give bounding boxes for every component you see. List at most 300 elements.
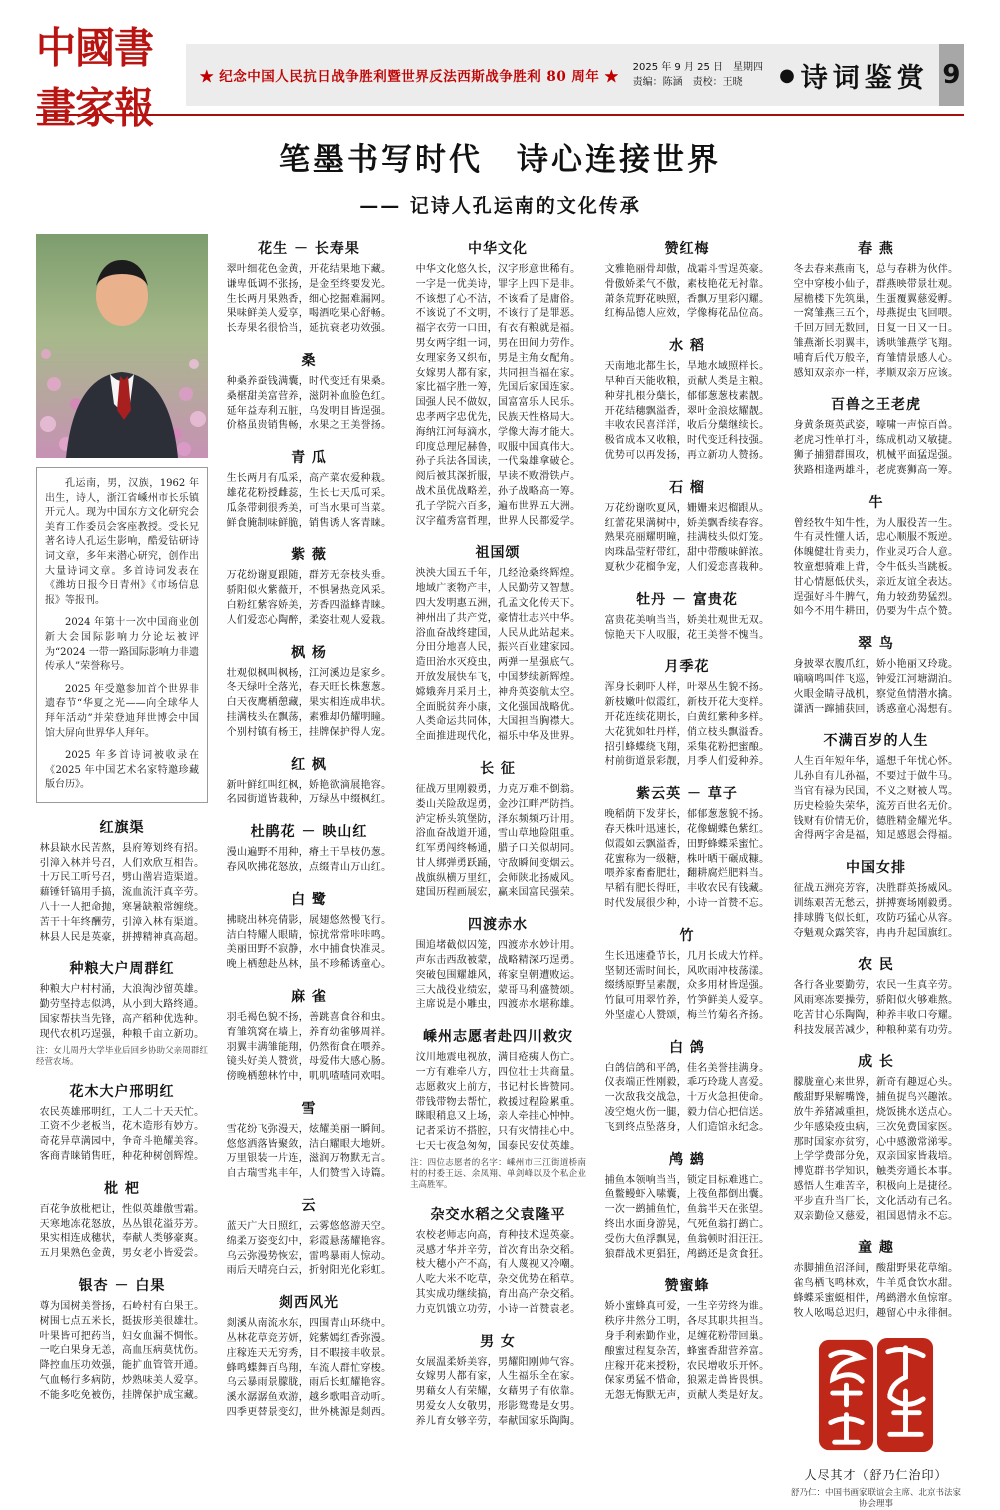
headline-subtitle: —— 记诗人孔运南的文化传承 <box>359 195 641 217</box>
poem <box>36 1178 208 1262</box>
poem-line: 春风吹拂花怒放，点缀青山万山红。 <box>226 861 392 873</box>
poem <box>221 821 397 876</box>
poem-line: 孙子兵法各国读，一代枭雄拿破仑。 <box>415 456 581 468</box>
poem-line: 女展温柔娇美容，男耀阳刚帅气容。 <box>415 1356 581 1368</box>
poem-line: 秩序井然分工明，各尽其职共担当。 <box>604 1316 770 1328</box>
poem-line: 娇小蜜蜂真可爱，一生辛劳终为谁。 <box>604 1301 770 1313</box>
poem-title: 白 鹭 <box>291 891 327 908</box>
poem-line: 丰收农民喜洋洋，收后分蘖继续长。 <box>604 420 770 432</box>
poem-line: 七天七夜急匆匆，国泰民安仗英雄。 <box>415 1141 581 1153</box>
poem-line: 引漳入林并号召，人们欢欣互相告。 <box>39 857 205 869</box>
poem-title: 种粮大户周群红 <box>69 961 175 978</box>
poem-title: 麻 雀 <box>291 988 327 1005</box>
poem <box>410 914 586 1013</box>
poem-line: 身披翠衣腹爪红，娇小艳丽又玲珑。 <box>793 659 959 671</box>
headline-title: 笔墨书写时代 诗心连接世界 <box>279 142 721 178</box>
poem-line: 万里银装一片连，滋润万物默无言。 <box>226 1153 392 1165</box>
poem-line: 捕鱼本领响当当，锁定目标难逃亡。 <box>604 1174 770 1186</box>
poem-line: 记者采访不搭腔，只有灾情挂心中。 <box>415 1126 581 1138</box>
poem-title: 赞红梅 <box>664 241 710 257</box>
poem <box>221 350 397 434</box>
poem-title: 嵊州志愿者赴四川救灾 <box>423 1029 573 1046</box>
poem-line: 白鸽信鸽和平鸽，佳名美誉挂满身。 <box>604 1062 770 1074</box>
header-strip <box>186 44 939 106</box>
poem <box>599 589 775 644</box>
poem-line: 富贵花美响当当，娇美壮观世无双。 <box>604 614 770 626</box>
poem-line: 坚韧还需时间长，风吹雨冲枝荡漾。 <box>604 965 770 977</box>
poem-line: 林县人民是英豪，拼搏精神真高超。 <box>39 931 205 943</box>
poem-title: 水 稻 <box>669 338 705 355</box>
poem-line: 气血畅行多病防，炒熟味美人爱享。 <box>39 1375 205 1386</box>
poem-line: 灵感才华并辛劳，首次育出杂交稻。 <box>415 1244 581 1256</box>
poem <box>410 758 586 901</box>
poem <box>599 477 775 576</box>
poem-line: 万花纷谢吹夏风，姗姗来迟榴跟从。 <box>604 502 770 514</box>
poem-line: 上学学费部分免，双亲国家皆栽培。 <box>793 1151 959 1163</box>
seal-area <box>788 1336 964 1510</box>
poem-title: 牡丹 － 富贵花 <box>636 591 738 608</box>
poem-title: 农 民 <box>858 957 894 974</box>
poem-line: 无怨无悔默无声，贡献人类是好友。 <box>604 1390 770 1402</box>
poem-line: 丛林花草竞芳妍，姹紫嫣红香弥漫。 <box>226 1333 392 1345</box>
poem-line: 红蕾花果满树中，娇美飘香续春容。 <box>604 517 770 529</box>
poem-title: 长 征 <box>480 760 516 777</box>
editors-line: 责编：陈涵 责校：王晓 <box>632 77 743 88</box>
poem-line: 生长两月果熟香，细心挖掘难漏网。 <box>226 293 392 305</box>
poem-line: 海纳江河每滴水，学像大海才能大。 <box>415 426 581 438</box>
poem-title: 祖国颂 <box>475 545 521 562</box>
poem-line: 钱财有价情无价，德胜精金耀光华。 <box>793 815 959 827</box>
poem-line: 历史检验失荣华，流芳百世名无价。 <box>793 800 959 812</box>
poem <box>221 1292 397 1421</box>
poem-line: 赤脚捕鱼沼泽间，酸甜野果花草缩。 <box>793 1263 959 1275</box>
poem <box>221 544 397 628</box>
poem-line: 泱泱大国五千年，几经沧桑终辉煌。 <box>415 568 581 580</box>
poem-line: 汶川地震电视放，满目疮痍人伤亡。 <box>415 1052 581 1064</box>
poem-line: 时代发展很少种，小诗一首赞不忘。 <box>604 897 770 909</box>
poem-line: 农校老师志向高，育种技术逞英豪。 <box>415 1229 581 1241</box>
poem-line: 人生百年短年华，遥想千年忧心怀。 <box>793 756 959 768</box>
poem-line: 男女两字组一词，男在田间力劳作。 <box>415 337 581 349</box>
poem-line: 各行各业要勤劳，农民一生真辛劳。 <box>793 980 959 992</box>
poem-line: 声东击西敌被蒙，战略精深巧逞勇。 <box>415 955 581 967</box>
poem <box>410 238 586 529</box>
poem-title: 鸬 鹚 <box>669 1151 705 1168</box>
poem-line: 男藉女人有荣耀，女藉男子有依靠。 <box>415 1386 581 1398</box>
poem-title: 红 枫 <box>291 756 327 773</box>
poem-line: 男爱女人女敬男，形影鸳鸯是女男。 <box>415 1401 581 1413</box>
poem-line: 造田治水灭疫虫，两弹一星强底气。 <box>415 657 581 669</box>
poem-line: 种芽扎根分蘖长，郁郁葱葱枝素靓。 <box>604 390 770 402</box>
poem <box>788 730 964 844</box>
poem-line: 五月果熟色金黄，男女老小皆爱尝。 <box>39 1248 205 1260</box>
poem-line: 剡溪从南流水东，四围青山环绕中。 <box>226 1318 392 1330</box>
poem-line: 四大发明惠五洲，孔孟文化传天下。 <box>415 597 581 609</box>
poem-line: 孔子学院六百多，遍布世界五大洲。 <box>415 500 581 512</box>
poem-line: 林县缺水民苦熬，县府筹划终有招。 <box>39 842 205 854</box>
poem-line: 一次敌我交战急，十万火急担使命。 <box>604 1092 770 1104</box>
poem-line: 悠悠洒落皆聚敛，洁白耀眼大地妍。 <box>226 1138 392 1150</box>
poem-line: 忠孝两字忠优先，民族天性格局大。 <box>415 411 581 423</box>
poem-line: 蜂鸣蝶舞百鸟翔，车流人群忙穿梭。 <box>226 1362 392 1374</box>
poem-line: 朦胧童心来世界，新奇有趣逗心头。 <box>793 1077 959 1089</box>
poem-line: 浴血奋战终建国，人民从此站起来。 <box>415 627 581 639</box>
poem-line: 眯眼稍息又上场，亲人牵挂心忡忡。 <box>415 1111 581 1123</box>
poem-line: 狭路相逢两雄斗，老虎赛狮高一筹。 <box>793 464 959 476</box>
poem-line: 乌云弥漫势恢宏，雷鸣暴雨人惊动。 <box>226 1250 392 1262</box>
poem-line: 壮观似枫叫枫杨，江河溪边是家乡。 <box>226 667 392 679</box>
poem-line: 一方有难牵八方，四位壮士共商量。 <box>415 1067 581 1079</box>
poem <box>788 492 964 621</box>
poem-line: 老虎习性单打斗，练成机动又敏捷。 <box>793 435 959 447</box>
poem-line: 狼群战术更猖狂，鸬鹚还是贪食狂。 <box>604 1248 770 1260</box>
poem-line: 现代农机巧逞强，种粮千亩立新功。 <box>39 1028 205 1040</box>
poem-title: 枫 杨 <box>291 644 327 661</box>
poem-line: 果实相连成穗状，奉献人类够豪爽。 <box>39 1233 205 1245</box>
poem-line: 征战万里刚毅勇，力克万难不倒翁。 <box>415 783 581 795</box>
poem-line: 洁白特耀人眼睛，惊扰常常咔咔鸣。 <box>226 929 392 941</box>
poem-title: 白 鸽 <box>669 1039 705 1056</box>
poem-line: 庄稼连天无穷秀，目不暇接丰收景。 <box>226 1347 392 1359</box>
section-bullet-icon: ● <box>779 64 795 86</box>
article-headline <box>0 134 1000 218</box>
poem <box>788 394 964 478</box>
poem-line: 早稻有肥长得旺，丰收农民有钱藏。 <box>604 883 770 895</box>
poem <box>221 238 397 337</box>
poem-line: 三大战役业绩宏，蒙哥马利盛赞颂。 <box>415 984 581 996</box>
poem-line: 庄稼开花来授粉，农民增收乐开怀。 <box>604 1360 770 1372</box>
poem <box>410 1204 586 1318</box>
poem <box>221 889 397 973</box>
poem-title: 男 女 <box>480 1333 516 1350</box>
poem-line: 火眼金睛寻战机，察觉鱼情潜水擒。 <box>793 688 959 700</box>
poem-line: 尊为国树美誉扬，石岭村有白果王。 <box>39 1301 205 1313</box>
poem <box>599 925 775 1024</box>
poem-line: 牧童想骑难上背，令牛低头当跳板。 <box>793 561 959 573</box>
poem-line: 人们爱恋心陶醉，柔姿壮观人爱栽。 <box>226 614 392 626</box>
poem-title: 牛 <box>868 494 884 511</box>
poem-line: 万花纷谢夏跟随，群芳无奈枝头垂。 <box>226 570 392 582</box>
poem-line: 似霞如云飘溢香，田野蜂蝶采蜜忙。 <box>604 838 770 850</box>
poem-line: 肉珠晶莹籽带红，甜中带酸味鲜浓。 <box>604 547 770 559</box>
poem-line: 晚上栖憩赴丛林，虽不珍稀诱童心。 <box>226 959 392 971</box>
poem-line: 夏秋少花榴争宠，人们爱恋喜栽种。 <box>604 561 770 573</box>
poem-line: 凌空炮火伤一腿，毅力信心把信送。 <box>604 1107 770 1119</box>
poem-line: 如今不用牛耕田，仍要为牛点个赞。 <box>793 606 959 618</box>
poem-line: 博览群书学知识，触类旁通长本事。 <box>793 1166 959 1178</box>
poem-line: 双亲勤俭又慈爱，祖国恩情永不忘。 <box>793 1210 959 1222</box>
date-line: 2025 年 9 月 25 日 星期四 <box>632 62 764 73</box>
poem-title: 不满百岁的人生 <box>823 733 929 750</box>
poem-line: 牧人吆喝总迟归，趣留心中永徘徊。 <box>793 1307 959 1319</box>
poem-line: 汉字蕴秀富哲理，世界人民都爱学。 <box>415 515 581 527</box>
poem-line: 潇洒一蹿捕获回，诱惑童心渴想有。 <box>793 703 959 715</box>
poem-line: 儿孙自有儿孙福，不要过于做牛马。 <box>793 771 959 783</box>
poem-line: 天南地北都生长，旱地水域照样长。 <box>604 361 770 373</box>
poem-line: 八十一人把命抛，寒暑缺粮常缠绕。 <box>39 902 205 914</box>
poem-line: 翠叶细花色金黄，开花结果地下藏。 <box>226 264 392 275</box>
seal-caption: 人尽其才（舒乃仁治印） <box>804 1467 948 1482</box>
poem-line: 羽翼丰满雏能翔，仍然衔食在喂养。 <box>226 1041 392 1053</box>
poem-line: 地域广袤物产丰，人民勤劳又智慧。 <box>415 583 581 595</box>
poem-title: 百兽之王老虎 <box>831 397 921 414</box>
poem-line: 印度总理尼赫鲁，叹服中国真伟大。 <box>415 441 581 453</box>
bio-paragraph: 2025 年受邀参加首个世界非遗春节“华夏之光——向全球华人拜年活动”并荣登迪拜世博会中国馆大屏向世界华人拜年。 <box>45 683 199 739</box>
poem-line: 科技发展苦减少，种粮种菜有功劳。 <box>793 1024 959 1036</box>
poem-line: 冬去春来燕南飞，总与春耕为伙伴。 <box>793 264 959 275</box>
poem-line: 哺育后代万般辛，育雏情景感人心。 <box>793 352 959 364</box>
poem-line: 降控血压功效强，能扩血管管开通。 <box>39 1360 205 1372</box>
poem-line: 春天株叶迅速长，花像蝴蝶色紫红。 <box>604 823 770 835</box>
poem-title: 月季花 <box>664 659 710 676</box>
poem-line: 一字是一优美诗，罪字上四下是非。 <box>415 278 581 290</box>
poem-line: 带钱带物去帮忙，救援过程险累重。 <box>415 1096 581 1108</box>
poem-line: 谦卑低调不张扬，是金至终要发光。 <box>226 278 392 290</box>
seal-note: 舒乃仁：中国书画家联谊会主席、北京书法家协会理事 <box>790 1487 961 1509</box>
column-5 <box>788 234 964 1510</box>
poem-title: 成 长 <box>858 1054 894 1071</box>
poem <box>788 1237 964 1321</box>
poem-line: 冬天绿叶全落光，春天旺长株葱葱。 <box>226 682 392 694</box>
poem-line: 不该想了心不洁，不该看了是庸俗。 <box>415 293 581 305</box>
poem <box>221 447 397 531</box>
poem-line: 雀鸟栖飞鸣林欢，牛羊觅食饮水甜。 <box>793 1278 959 1290</box>
poem-line: 女理家务又织布，男是主角女配角。 <box>415 352 581 364</box>
poem-line: 开花结穗飘溢香，翠叶金浪炫耀靓。 <box>604 405 770 417</box>
poem-line: 主席说是小雕虫，四渡赤水堪称雄。 <box>415 999 581 1011</box>
poem-line: 其实成功继续搞，育出高产杂交稻。 <box>415 1289 581 1301</box>
poem <box>788 857 964 941</box>
poem-line: 少年感染疫虫病，三次免费国家医。 <box>793 1121 959 1133</box>
poem <box>599 238 775 322</box>
poem-line: 十万民工听号召，劈山凿岩造渠道。 <box>39 872 205 884</box>
poem-line: 奇花异草满园中，争奇斗艳耀美容。 <box>39 1136 205 1148</box>
poem-line: 夺魁观众露笑容，冉冉升起国旗红。 <box>793 927 959 939</box>
poem-title: 青 瓜 <box>291 450 327 467</box>
poem-line: 身黄条斑英武姿，嚎啸一声惊百兽。 <box>793 420 959 432</box>
poem <box>599 1149 775 1263</box>
poem-title: 紫云英 － 草子 <box>636 786 738 803</box>
poem-line: 雪花纷飞弥漫天，炫耀美丽一瞬间。 <box>226 1123 392 1135</box>
poem-title: 杜鹃花 － 映山红 <box>250 824 368 841</box>
poem-line: 乌云暴雨景朦胧，雨后长虹耀艳容。 <box>226 1377 392 1389</box>
poem-line: 早种百天能收粮，贡献人类是主粮。 <box>604 375 770 387</box>
poem-line: 突破包围耀雄风，蒋家皇朝遭败运。 <box>415 969 581 981</box>
poem-line: 天寒地冻花怒放，丛丛银花溢芬芳。 <box>39 1218 205 1230</box>
poem <box>410 1331 586 1430</box>
poem-line: 保家勇猛不惜命，狼罴走兽皆畏惧。 <box>604 1375 770 1387</box>
poem-line: 红军勇闯终畅通，腊子口关似胡同。 <box>415 843 581 855</box>
poem-line: 雄花花粉授雌蕊，生长七天瓜可采。 <box>226 487 392 499</box>
poet-bio-box <box>36 467 208 803</box>
poem-line: 酸甜野果解嘴馋，捕鱼捉鸟兴趣浓。 <box>793 1092 959 1104</box>
poem-line: 神州出了共产党，豪情壮志兴中华。 <box>415 612 581 624</box>
poem-line: 育雏筑窝在墙上，养育幼雀够周祥。 <box>226 1026 392 1038</box>
poem-line: 种桑养蚕钱满囊，时代变迁有果桑。 <box>226 375 392 387</box>
poem <box>788 238 964 381</box>
poem <box>599 783 775 912</box>
poem-title: 枇 杷 <box>104 1180 140 1197</box>
poem-line: 家比福字胜一筹，先国后家国连家。 <box>415 382 581 394</box>
poem-line: 鱼鳖鳗虾入嗉囊，上筏鱼都倒出囊。 <box>604 1189 770 1201</box>
poem-line: 那时国家亦贫穷，心中感激常涕零。 <box>793 1136 959 1148</box>
poem-line: 蓝天广大日照红，云雾悠悠游天空。 <box>226 1221 392 1233</box>
poem <box>599 335 775 464</box>
left-poems <box>36 817 208 1404</box>
poem-line: 飞到终点坠落身，人们造馆永纪念。 <box>604 1121 770 1133</box>
poem-line: 人吃大米不吃草，杂交优势在稻草。 <box>415 1274 581 1286</box>
poem-line: 价格虽贵销售畅，水果之王美誉扬。 <box>226 420 392 432</box>
poem-line: 终出水面身游晃，气死鱼翁打鹚亡。 <box>604 1219 770 1231</box>
poem-line: 瓜条带刺很秀美，可当水果可当菜。 <box>226 502 392 514</box>
poem-title: 云 <box>301 1198 317 1215</box>
poem-line: 开放发展快车飞，中国梦续新辉煌。 <box>415 671 581 683</box>
poem-line: 缀绣原野呈素靓，众多用材皆逞强。 <box>604 980 770 992</box>
poem-title: 四渡赤水 <box>468 917 528 934</box>
poem <box>221 1098 397 1182</box>
poem-line: 白天夜鹰栖憩藏，果实相连成串状。 <box>226 697 392 709</box>
poem-line: 白粉红紫容娇美，芳香四溢蜂青睐。 <box>226 599 392 611</box>
poem-line: 千回万回无数回，日复一日又一日。 <box>793 323 959 335</box>
poem-line: 羽毛褐色貌不扬，善跳喜食谷和虫。 <box>226 1011 392 1023</box>
poem-line: 泸定桥头筑堡防，泽东频频巧计用。 <box>415 813 581 825</box>
poem-title: 花生 － 长寿果 <box>258 241 360 257</box>
poem-title: 银杏 － 白果 <box>78 1278 166 1295</box>
newspaper-logo: 中國書畫家報 <box>36 23 153 133</box>
poem-line: 客商青睐销售旺，种花种树创辉煌。 <box>39 1151 205 1163</box>
poem-line: 训练艰苦无愁云，拼搏赛场刚毅勇。 <box>793 897 959 909</box>
poem <box>788 633 964 717</box>
poem-line: 叶果皆可把药当，妇女血漏不惆怅。 <box>39 1330 205 1342</box>
poem-line: 蜂蝶采蜜蜓相伴，鸬鹚潜水鱼惊窜。 <box>793 1293 959 1305</box>
poem <box>410 542 586 745</box>
column-5-poems <box>788 238 964 1322</box>
poem-line: 围追堵截似囚笼，四渡赤水妙计用。 <box>415 940 581 952</box>
poem-line: 桑椹甜美富营养，滋阴补血脸色红。 <box>226 390 392 402</box>
column-4 <box>599 234 775 1404</box>
poem-title: 石 榴 <box>669 479 705 496</box>
poem-line: 平步直升当厂长，文化活动有己名。 <box>793 1195 959 1207</box>
poem-line: 开花连续花期长，白黄红紫种多样。 <box>604 711 770 723</box>
poem <box>788 954 964 1038</box>
poem <box>221 986 397 1085</box>
poem <box>599 1037 775 1136</box>
poem-line: 漫山遍野不用种，瘠土干旱枝仍葱。 <box>226 847 392 859</box>
bio-paragraph: 孔运南，男，汉族，1962 年出生，诗人，浙江省嵊州市长乐镇开元人。现为中国东方文化研究会美育工作委员会客座教授。受长兄著名诗人孔运生影响，酷爱钻研诗词文章，多年来潜心研究，创作出大量诗词文章。多首诗词发表在《潍坊日报今日青州》《市场信息报》等报刊。 <box>45 478 199 606</box>
poem-title: 赞蜜蜂 <box>664 1278 710 1295</box>
poem-line: 鲜食腌制味鲜脆，销售诱人客青睐。 <box>226 517 392 529</box>
poem-line: 骨傲娇柔气不傲，素枝艳花无衬靠。 <box>604 278 770 290</box>
poem-line: 外坚虚心人赞颂，梅兰竹菊名齐扬。 <box>604 1009 770 1021</box>
poem-note: 注：女儿周丹大学毕业后回乡协助父亲周群红经营农场。 <box>36 1045 208 1067</box>
poem-line: 一吃白果身无恙，高血压病莫忧伤。 <box>39 1345 205 1357</box>
poem-line: 放牛养猪减重担，烧饭挑水送点心。 <box>793 1107 959 1119</box>
poem-line: 萧条荒野花映照，香飘万里彩闪耀。 <box>604 293 770 305</box>
poem-line: 分田分地喜人民，振兴百业建家园。 <box>415 642 581 654</box>
poem-line: 风雨寒冻要操劳，骄阳似火够难熬。 <box>793 995 959 1007</box>
poem-line: 阅后被其深折服，早读不败滑铁卢。 <box>415 471 581 483</box>
column-3 <box>410 234 586 1430</box>
poem-line: 绵柔万姿变幻中，彩霞悬荡耀艳容。 <box>226 1235 392 1247</box>
poem-line: 挂满枝头在飘荡，素雅却仍耀明瞳。 <box>226 711 392 723</box>
poem-line: 娄山关险敌逞勇，金沙江畔严防挡。 <box>415 798 581 810</box>
poem-line: 竹鼠可用翠竹养，竹笋鲜美人爱享。 <box>604 995 770 1007</box>
poem <box>221 642 397 741</box>
poem-line: 养儿育女够辛劳，奉献国家乐陶陶。 <box>415 1415 581 1427</box>
poem-line: 吃苦甘心乐陶陶，种养丰收口夸耀。 <box>793 1009 959 1021</box>
poem-line: 一窝雏燕三五个，母燕捉虫飞回喂。 <box>793 308 959 320</box>
page-number: 9 <box>939 44 964 106</box>
poem-line: 文雅艳丽骨却傲，战霜斗雪逞英豪。 <box>604 264 770 275</box>
poem <box>36 1275 208 1404</box>
poem-line: 藉锤钎镐用手搞，流血流汗真辛劳。 <box>39 887 205 899</box>
poem-line: 战术虽优战略差，孙子战略高一筹。 <box>415 485 581 497</box>
poem-line: 延年益寿利五脏，乌发明目皆逞强。 <box>226 405 392 417</box>
poem-title: 中华文化 <box>468 241 528 257</box>
poem-line: 全面脱贫奔小康，文化强国战略优。 <box>415 701 581 713</box>
poem-line: 招引蜂蝶绕飞翔，采集花粉把蜜酿。 <box>604 741 770 753</box>
poem-line: 优势可以再发扬，再立新功人赞扬。 <box>604 449 770 461</box>
poem-line: 甘心情愿低伏头，亲近友谊全表达。 <box>793 576 959 588</box>
poem-line: 枝大穗小产不高，有人蔑视又冷嘲。 <box>415 1259 581 1271</box>
poem-title: 剡西风光 <box>279 1295 339 1312</box>
poem-title: 花木大户邢明红 <box>69 1083 175 1100</box>
poem-line: 一次一鹚捕鱼忙，鱼翁半天在张望。 <box>604 1204 770 1216</box>
poem-line: 名园街道皆栽种，万绿丛中缀枫红。 <box>226 794 392 806</box>
poem-line: 身手利索勤作业，足缠花粉带回巢。 <box>604 1331 770 1343</box>
poem-line: 逞强好斗牛脾气，角力较劲势猛烈。 <box>793 591 959 603</box>
poem-title: 翠 鸟 <box>858 636 894 653</box>
poem-line: 狮子捕猎群围攻，机械平面猛逞强。 <box>793 449 959 461</box>
poem-line: 拂晓出林亮倩影，展翅悠然慢飞行。 <box>226 914 392 926</box>
poem-title: 紫 薇 <box>291 547 327 564</box>
poem-line: 牛有灵性懂人话，忠心顺服不叛逆。 <box>793 532 959 544</box>
poem-line: 村前街道景彩靓，月季人们爱种养。 <box>604 756 770 768</box>
poem <box>221 1195 397 1279</box>
poem-title: 童 趣 <box>858 1240 894 1257</box>
poem-line: 傍晚栖憩林竹中，叽叽喳喳同欢唱。 <box>226 1071 392 1083</box>
poem-line: 感知双亲亦一样，孝顺双亲万应该。 <box>793 367 959 379</box>
poem-title: 竹 <box>679 927 695 944</box>
poem-line: 舍得两字舍是福，知足感恩会得福。 <box>793 830 959 842</box>
poem <box>599 656 775 770</box>
poem <box>599 1275 775 1404</box>
poem-line: 曾经牧牛知牛性，为人服役苦一生。 <box>793 517 959 529</box>
date-editors-block <box>633 60 763 90</box>
red-seal-stamp <box>817 1336 935 1454</box>
poem-line: 仪表端正性刚毅，乖巧玲珑人喜爱。 <box>604 1077 770 1089</box>
poem-line: 战旗纵横万里红，会师陕北扬威风。 <box>415 872 581 884</box>
poem-line: 溪水潺潺鱼欢游，越乡歌唱音动听。 <box>226 1392 392 1404</box>
poem-line: 全面推进现代化，福乐中华及世界。 <box>415 731 581 743</box>
anniversary-banner: ★ 纪念中国人民抗日战争胜利暨世界反法西斯战争胜利 80 周年 ★ <box>200 69 619 85</box>
poem-line: 空中穿梭小仙子，群燕映带景壮观。 <box>793 278 959 290</box>
poem-title: 红旗渠 <box>99 819 145 836</box>
poem <box>410 1026 586 1191</box>
poem-line: 女嫁男人都有家，人生福乐全在家。 <box>415 1371 581 1383</box>
poem-line: 雏燕渐长羽翼丰，诱哄雏燕学飞翔。 <box>793 337 959 349</box>
poem-line: 新枝嫩叶似霞红，新枝开花大变样。 <box>604 697 770 709</box>
poem-line: 雨后天晴亮白云，折射阳光化彩虹。 <box>226 1265 392 1277</box>
bio-paragraph: 2025 年多首诗词被收录在《2025 年中国艺术名家特邀珍藏版台历》。 <box>45 750 199 791</box>
poem-line: 屋檐楼下先筑巢，生蛋覆翼慈爱孵。 <box>793 293 959 305</box>
poem-line: 花蜜称为一级糖，株叶晒干碾成糠。 <box>604 853 770 865</box>
poem-title: 杂交水稻之父袁隆平 <box>430 1206 566 1223</box>
poem-line: 建国历程画展宏，赢来国富民强荣。 <box>415 887 581 899</box>
poem-line: 中华文化悠久长，汉字形意世稀有。 <box>415 264 581 275</box>
poem-line: 国家帮扶当先锋，高产稻种优选种。 <box>39 1014 205 1026</box>
poem-note: 注：四位志愿者的名字：嵊州市三江街道桥南村的村委王远、余凤翔、单剑峰以及个私企业主高胜军。 <box>410 1157 586 1190</box>
